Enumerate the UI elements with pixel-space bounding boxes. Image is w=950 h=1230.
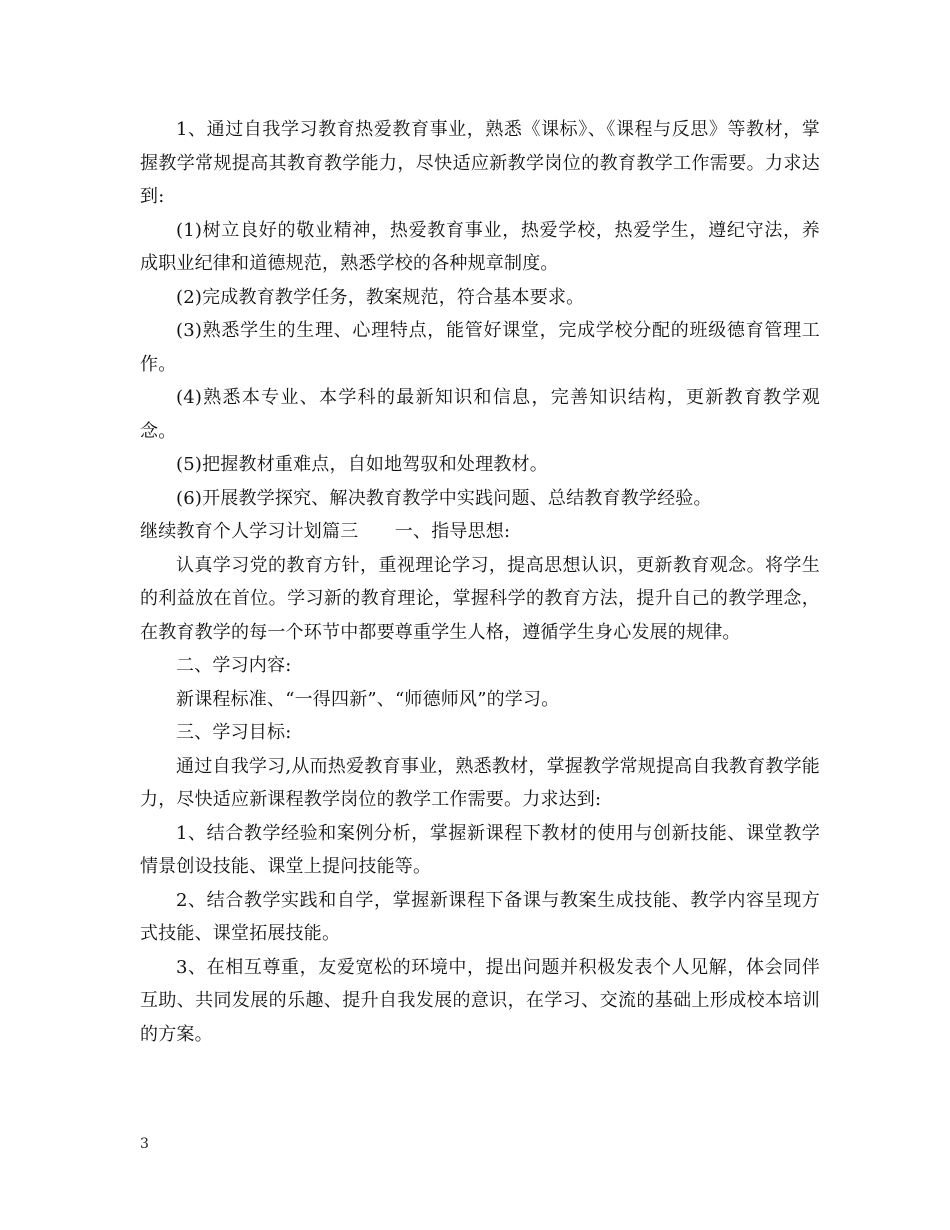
paragraph-item-3: (3)熟悉学生的生理、心理特点，能管好课堂，完成学校分配的班级德育管理工作。 (140, 320, 820, 375)
paragraph-item-5: (5)把握教材重难点，自如地驾驭和处理教材。 (176, 454, 548, 475)
paragraph-study-goals: 通过自我学习,从而热爱教育事业，熟悉教材，掌握教学常规提高自我教育教学能力，尽快适应新课程教学岗位的教学工作需要。力求达到: (140, 755, 820, 810)
paragraph-item-4: (4)熟悉本专业、本学科的最新知识和信息，完善知识结构，更新教育教学观念。 (140, 387, 820, 442)
paragraph-goal-3: 3、在相互尊重，友爱宽松的环境中，提出问题并积极发表个人见解，体会同伴互助、共同发展的乐趣、提升自我发展的意识，在学习、交流的基础上形成校本培训的方案。 (140, 956, 820, 1045)
paragraph-item-1: (1)树立良好的敬业精神，热爱教育事业，热爱学校，热爱学生，遵纪守法，养成职业纪律和道德规范，熟悉学校的各种规章制度。 (140, 219, 820, 274)
page-number: 3 (140, 1136, 149, 1152)
paragraph-study-content: 新课程标准、“一得四新”、“师德师风”的学习。 (176, 688, 560, 710)
paragraph-study-goal-intro: 1、通过自我学习教育热爱教育事业，熟悉《课标》、《课程与反思》等教材，掌握教学常规提高其教育教学能力，尽快适应新教学岗位的教育教学工作需要。力求达到: (140, 119, 820, 207)
heading-study-goals: 三、学习目标: (176, 722, 292, 743)
document-body (140, 113, 820, 1051)
paragraph-goal-2: 2、结合教学实践和自学，掌握新课程下备课与教案生成技能、教学内容呈现方式技能、课堂拓展技能。 (140, 889, 820, 944)
paragraph-item-2: (2)完成教育教学任务，教案规范，符合基本要求。 (176, 286, 585, 308)
paragraph-item-6: (6)开展教学探究、解决教育教学中实践问题、总结教育教学经验。 (176, 487, 712, 509)
heading-study-content: 二、学习内容: (176, 655, 292, 676)
paragraph-goal-1: 1、结合教学经验和案例分析，掌握新课程下教材的使用与创新技能、课堂教学情景创设技能、课堂上提问技能等。 (140, 822, 820, 877)
section-heading-plan-three: 继续教育个人学习计划篇三 一、指导思想: (140, 521, 511, 542)
paragraph-guiding-thought: 认真学习党的教育方针，重视理论学习，提高思想认识，更新教育观念。将学生的利益放在首位。学习新的教育理论，掌握科学的教育方法，提升自己的教学理念，在教育教学的每一个环节中都要尊重学生人格，遵循学生身心发展的规律。 (140, 554, 820, 643)
